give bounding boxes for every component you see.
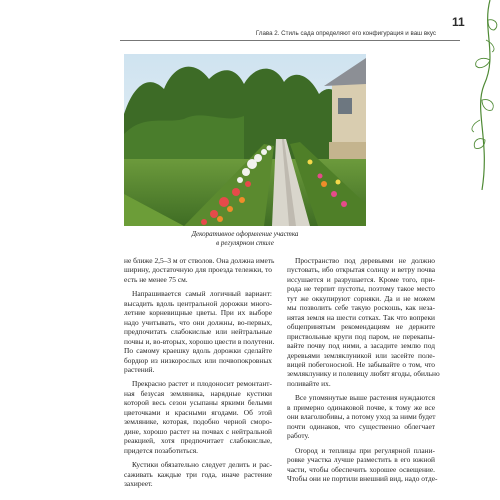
text-line: предпочитать слабокислые или нейтральные <box>124 327 272 337</box>
text-line: в примерно одинаковой почве, к тому же все <box>287 402 435 412</box>
text-line: земляклунику и полевицу любят ягоды, обильно <box>287 369 440 379</box>
text-line: Пространство под деревьями не должно <box>295 256 435 265</box>
text-line: деревьями земляклуникой или засейте поле- <box>287 350 435 360</box>
left-column <box>124 256 275 493</box>
text-line: летние корневищные цветы. При их выборе <box>124 308 272 318</box>
text-line: вайте почву под ними, а засадите землю под <box>287 341 435 351</box>
text-line: бордюр из низкорослых или почвопокровных <box>124 355 272 365</box>
text-line: захиреет. <box>124 478 153 488</box>
text-line: цветочками и красными ягодами. Об этой <box>124 407 272 417</box>
text-line: они влаголюбивы, а потому уход за ними будет <box>287 412 436 422</box>
caption-line: Декоративное оформление участка <box>191 230 299 238</box>
text-line: саживать каждые три года, иначе растение <box>124 469 272 479</box>
paragraph <box>124 289 275 374</box>
text-line: Чтобы они не портили внешний вид, надо отде- <box>287 473 438 483</box>
running-title: Глава 2. Стиль сада определяют его конфигурация и ваш вкус <box>255 30 436 37</box>
text-line: Прекрасно растет и плодоносит ремонтант- <box>132 379 272 389</box>
text-line: реакцией, хотя предпочитает слабокислые, <box>124 436 272 446</box>
text-line: есть не менее 75 см. <box>124 274 188 284</box>
figure-caption <box>124 230 366 248</box>
paragraph <box>287 393 435 440</box>
paragraph <box>124 256 275 284</box>
text-line: почти одинаков, что существенно облегчает <box>287 421 435 431</box>
caption-line: в регулярном стиле <box>216 239 274 247</box>
text-line: работу. <box>287 431 310 441</box>
text-line: почвы и, во-вторых, хорошо цвести в полутени. <box>124 336 275 346</box>
text-line: тут же оккупируют сорняки. Да и не можем <box>287 293 435 303</box>
text-line: По самому краешку вдоль дорожки сделайте <box>124 346 272 356</box>
text-line: Кустики обязательно следует делить и рас- <box>132 460 272 470</box>
text-line: растений. <box>124 364 155 374</box>
right-column <box>287 256 440 488</box>
text-line: общепринятым рекомендациям не держите <box>287 322 435 332</box>
text-line: землянике, которая, подобно черной сморо- <box>124 417 272 427</box>
paragraph <box>287 445 438 484</box>
text-line: высадить вдоль центральной дорожки много- <box>124 298 272 308</box>
text-line: Огород и теплицы при регулярной плани- <box>295 445 435 455</box>
text-line: мы позволить себе такую роскошь, как неза- <box>287 303 435 313</box>
text-line: вицей побегоносной. Не забывайте о том, что <box>287 359 435 369</box>
paragraph <box>124 460 272 488</box>
text-line: приствольные круги под паром, не перекапы- <box>287 331 435 341</box>
text-line: ная безусая земляника, нарядные кустики <box>124 388 272 398</box>
text-line: поливайте их. <box>287 378 331 388</box>
text-line: ширину, достаточную для проезда тележки, то <box>124 265 272 275</box>
paragraph <box>287 256 440 388</box>
text-line: рода не терпит пустоты, поэтому такое место <box>287 284 435 294</box>
text-line: Все упомянутые выше растения нуждаются <box>295 393 435 403</box>
text-line: нятая земля на шести сотках. Так что вопреки <box>287 312 435 322</box>
text-line: придется позаботиться. <box>124 445 199 455</box>
text-line: части, чтобы обеспечить хорошее освещение. <box>287 464 435 474</box>
text-line: иссушается и разрушается. Кроме того, при- <box>287 274 435 284</box>
text-line: которой весь сезон усыпаны яркими белыми <box>124 398 272 408</box>
text-line: надо учитывать, что они должны, во-первых, <box>124 317 272 327</box>
garden-photo <box>124 54 366 226</box>
text-line: Напрашивается самый логичный вариант: <box>132 289 272 299</box>
text-line: дине, хорошо растет на почвах с нейтральной <box>124 426 272 436</box>
text-line: не ближе 2,5–3 м от стволов. Она должна иметь <box>124 256 275 265</box>
vine-ornament-icon <box>460 0 500 190</box>
header-rule <box>120 40 460 41</box>
text-line: ровке участка лучше разместить в его южной <box>287 455 435 465</box>
paragraph <box>124 379 272 455</box>
text-line: пустовать, ибо открытая солнцу и ветру почва <box>287 265 435 275</box>
page-number: 11 <box>452 15 465 29</box>
